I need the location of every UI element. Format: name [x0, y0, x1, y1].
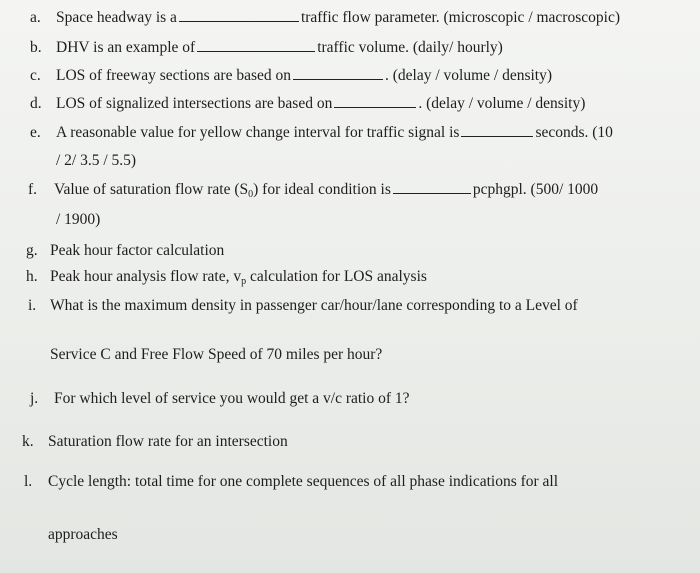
subscript: 0	[248, 189, 254, 200]
question-text-2: calculation for LOS analysis	[246, 268, 427, 285]
question-text-2: ) for ideal condition is	[253, 181, 391, 198]
question-options: seconds. (10	[535, 124, 613, 141]
question-text: Value of saturation flow rate (S	[54, 181, 249, 198]
answer-blank[interactable]	[461, 135, 533, 137]
question-text: DHV is an example of	[56, 39, 196, 56]
question-label: j.	[30, 390, 39, 407]
question-text: LOS of signalized intersections are based on	[56, 95, 333, 112]
answer-blank[interactable]	[393, 192, 471, 194]
question-label: f.	[28, 181, 38, 198]
question-options: . (delay / volume / density)	[385, 67, 553, 84]
answer-blank[interactable]	[334, 106, 416, 108]
question-options: . (delay / volume / density)	[418, 95, 586, 112]
question-text: Peak hour analysis flow rate, v	[50, 268, 242, 285]
question-label: i.	[28, 297, 37, 314]
question-text: What is the maximum density in passenger car/hour/lane corresponding to a Level of	[50, 297, 578, 314]
question-label: d.	[30, 95, 42, 112]
question-text: Cycle length: total time for one complete sequences of all phase indications for all	[48, 473, 559, 490]
answer-blank[interactable]	[197, 50, 315, 52]
question-options: traffic flow parameter. (microscopic / macroscopic)	[300, 9, 620, 26]
question-label: l.	[24, 473, 33, 490]
question-label: h.	[26, 268, 38, 285]
question-label: b.	[30, 39, 42, 56]
subscript: p	[241, 276, 247, 287]
question-label: c.	[30, 67, 41, 84]
question-text: Saturation flow rate for an intersection	[48, 433, 288, 450]
question-text: Peak hour factor calculation	[50, 242, 225, 259]
question-options: pcphgpl. (500/ 1000	[472, 181, 599, 198]
question-text: approaches	[48, 526, 118, 543]
answer-blank[interactable]	[179, 20, 299, 22]
question-label: a.	[30, 9, 41, 26]
question-text: Space headway is a	[56, 9, 177, 26]
question-options: / 1900)	[56, 211, 101, 228]
question-text: A reasonable value for yellow change interval for traffic signal is	[56, 124, 460, 141]
question-text: Service C and Free Flow Speed of 70 miles per hour?	[50, 346, 383, 363]
question-label: k.	[22, 433, 34, 450]
question-options: / 2/ 3.5 / 5.5)	[56, 152, 137, 169]
question-label: g.	[26, 242, 38, 259]
question-text: LOS of freeway sections are based on	[56, 67, 291, 84]
question-text: For which level of service you would get a v/c ratio of 1?	[54, 390, 410, 407]
answer-blank[interactable]	[293, 78, 383, 80]
question-label: e.	[30, 124, 41, 141]
question-options: traffic volume. (daily/ hourly)	[317, 39, 503, 56]
